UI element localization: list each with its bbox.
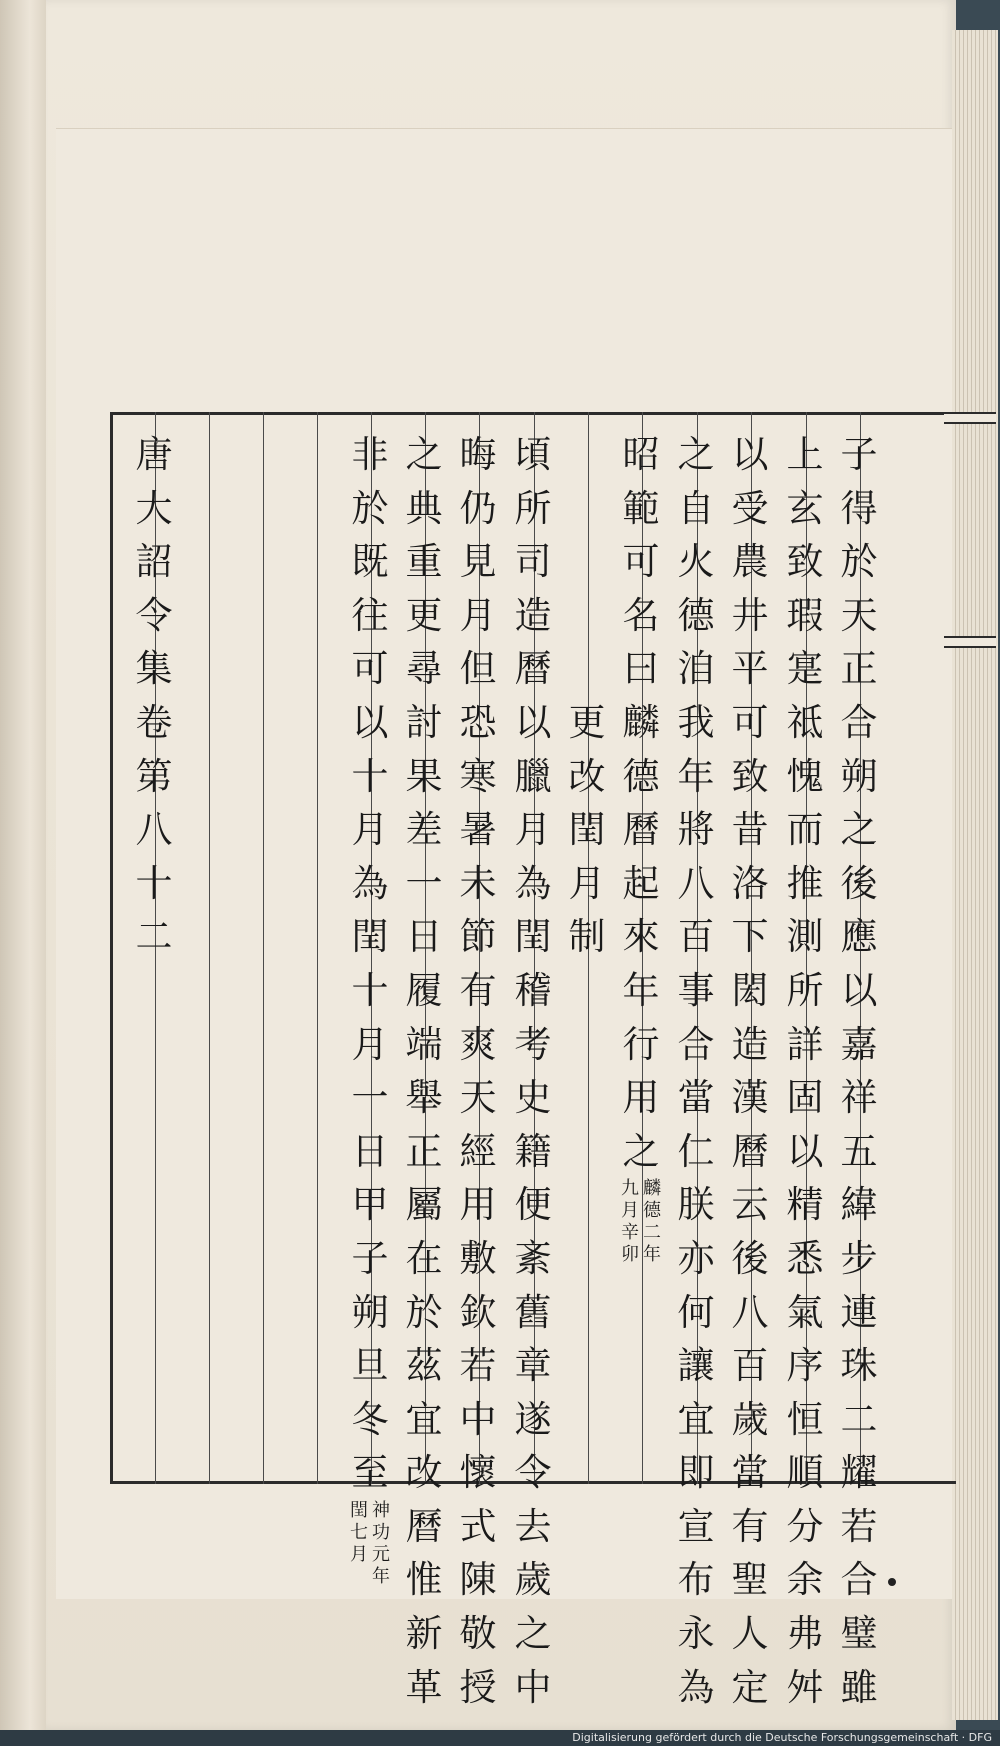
glyph: 閎	[731, 968, 769, 1012]
glyph: 革	[405, 1665, 443, 1709]
glyph: 仍	[459, 486, 497, 530]
frame-tab-bottom	[944, 636, 996, 648]
text-column	[397, 428, 451, 1714]
glyph: 一	[405, 861, 443, 905]
glyph: 便	[514, 1183, 552, 1227]
glyph: 瑕	[786, 593, 824, 637]
glyph: 平	[731, 647, 769, 691]
glyph: 頃	[514, 433, 552, 476]
glyph: 第	[135, 754, 173, 798]
glyph: 百	[677, 915, 715, 959]
glyph: 以	[840, 968, 878, 1012]
glyph: 余	[786, 1558, 824, 1602]
glyph: 閏	[351, 915, 389, 959]
glyph: 去	[514, 1504, 552, 1548]
glyph: 差	[405, 808, 443, 852]
glyph: 可	[622, 540, 660, 584]
glyph: 於	[351, 486, 389, 530]
glyph: 聖	[731, 1558, 769, 1602]
glyph: 恒	[786, 1397, 824, 1441]
glyph: 雖	[840, 1665, 878, 1709]
glyph: 後	[840, 861, 878, 905]
interlinear-note: 神 功 元 年 閏 七 月	[350, 1499, 390, 1587]
glyph: 有	[731, 1504, 769, 1548]
glyph: 而	[786, 808, 824, 852]
glyph: 恐	[459, 700, 497, 744]
glyph: 十	[135, 861, 173, 905]
glyph: 弗	[786, 1612, 824, 1656]
glyph: 測	[786, 915, 824, 959]
glyph: 往	[351, 593, 389, 637]
glyph: 八	[677, 861, 715, 905]
glyph: 朔	[840, 754, 878, 798]
glyph: 正	[840, 647, 878, 691]
glyph: 氣	[786, 1290, 824, 1334]
glyph: 洎	[677, 647, 715, 691]
glyph: 史	[514, 1076, 552, 1120]
glyph: 推	[786, 861, 824, 905]
glyph: 年	[677, 754, 715, 798]
glyph: 非	[351, 433, 389, 476]
glyph: 惟	[405, 1558, 443, 1602]
glyph: 應	[840, 915, 878, 959]
glyph: 月	[351, 808, 389, 852]
glyph: 旦	[351, 1344, 389, 1388]
glyph: 用	[459, 1183, 497, 1227]
glyph: 名	[622, 593, 660, 637]
glyph: 曆	[405, 1504, 443, 1548]
glyph: 曆	[731, 1129, 769, 1173]
glyph: 臘	[514, 754, 552, 798]
glyph: 順	[786, 1451, 824, 1495]
glyph: 籍	[514, 1129, 552, 1173]
glyph: 之	[677, 433, 715, 476]
glyph: 月	[459, 593, 497, 637]
glyph: 既	[351, 540, 389, 584]
glyph: 歲	[514, 1558, 552, 1602]
glyph: 集	[135, 647, 173, 691]
glyph: 德	[622, 754, 660, 798]
glyph: 屬	[405, 1183, 443, 1227]
glyph: 亦	[677, 1236, 715, 1280]
glyph: 敷	[459, 1236, 497, 1280]
glyph: 見	[459, 540, 497, 584]
glyph: 用	[622, 1076, 660, 1120]
interlinear-note: 麟 德 二 年 九 月 辛 卯	[621, 1178, 661, 1266]
glyph: 以	[731, 433, 769, 476]
glyph: 改	[405, 1451, 443, 1495]
text-column	[343, 428, 397, 1588]
glyph: 爽	[459, 1022, 497, 1066]
glyph: 閏	[514, 915, 552, 959]
glyph: 悉	[786, 1236, 824, 1280]
glyph: 我	[677, 700, 715, 744]
glyph: 新	[405, 1612, 443, 1656]
glyph: 得	[840, 486, 878, 530]
glyph: 合	[840, 1558, 878, 1602]
footer-credit: Digitalisierung gefördert durch die Deutsche Forschungsgemeinschaft · DFG	[0, 1730, 1000, 1746]
glyph: 讓	[677, 1344, 715, 1388]
text-column	[614, 428, 668, 1266]
glyph: 令	[514, 1451, 552, 1495]
glyph: 序	[786, 1344, 824, 1388]
glyph: 十	[351, 968, 389, 1012]
glyph: 章	[514, 1344, 552, 1388]
glyph: 未	[459, 861, 497, 905]
glyph: 朕	[677, 1183, 715, 1227]
glyph: 節	[459, 915, 497, 959]
glyph: 當	[677, 1076, 715, 1120]
left-page-edge	[0, 0, 50, 1746]
glyph: 子	[840, 433, 878, 476]
glyph: 歲	[731, 1397, 769, 1441]
glyph: 宜	[405, 1397, 443, 1441]
glyph: 五	[840, 1129, 878, 1173]
glyph: 大	[135, 486, 173, 530]
glyph: 漢	[731, 1076, 769, 1120]
text-column	[560, 428, 614, 964]
glyph: 之	[840, 808, 878, 852]
glyph: 起	[622, 861, 660, 905]
glyph: 討	[405, 700, 443, 744]
glyph: 重	[405, 540, 443, 584]
glyph: 履	[405, 968, 443, 1012]
glyph: 日	[405, 915, 443, 959]
glyph: 來	[622, 915, 660, 959]
glyph: 但	[459, 647, 497, 691]
glyph: 月	[568, 861, 606, 905]
glyph: 玄	[786, 486, 824, 530]
text-column	[451, 428, 505, 1714]
glyph: 中	[514, 1665, 552, 1709]
glyph: 人	[731, 1612, 769, 1656]
glyph: 更	[568, 700, 606, 744]
glyph: 曰	[622, 647, 660, 691]
glyph: 於	[840, 540, 878, 584]
glyph: 火	[677, 540, 715, 584]
text-column	[669, 428, 723, 1714]
glyph: 上	[786, 433, 824, 476]
glyph: 何	[677, 1290, 715, 1334]
glyph: 所	[514, 486, 552, 530]
glyph: 詔	[135, 540, 173, 584]
glyph: 將	[677, 808, 715, 852]
glyph: 一	[351, 1076, 389, 1120]
glyph: 年	[622, 968, 660, 1012]
glyph: 朔	[351, 1290, 389, 1334]
glyph: 下	[731, 915, 769, 959]
glyph: 端	[405, 1022, 443, 1066]
glyph: 事	[677, 968, 715, 1012]
text-column	[127, 428, 181, 964]
glyph: 遂	[514, 1397, 552, 1441]
glyph: 以	[514, 700, 552, 744]
glyph: 令	[135, 593, 173, 637]
glyph: 麟	[622, 700, 660, 744]
glyph: 日	[351, 1129, 389, 1173]
glyph: 可	[351, 647, 389, 691]
glyph: 祥	[840, 1076, 878, 1120]
glyph: 中	[459, 1397, 497, 1441]
ink-dot	[888, 1578, 896, 1586]
glyph: 之	[405, 433, 443, 476]
glyph: 暑	[459, 808, 497, 852]
glyph: 欽	[459, 1290, 497, 1334]
glyph: 式	[459, 1504, 497, 1548]
glyph: 若	[459, 1344, 497, 1388]
glyph: 敬	[459, 1612, 497, 1656]
glyph: 唐	[135, 433, 173, 476]
glyph: 範	[622, 486, 660, 530]
glyph: 所	[786, 968, 824, 1012]
glyph: 閏	[568, 808, 606, 852]
glyph: 懷	[459, 1451, 497, 1495]
glyph: 即	[677, 1451, 715, 1495]
glyph: 正	[405, 1129, 443, 1173]
glyph: 以	[786, 1129, 824, 1173]
glyph: 舊	[514, 1290, 552, 1334]
glyph: 考	[514, 1022, 552, 1066]
glyph: 連	[840, 1290, 878, 1334]
glyph: 後	[731, 1236, 769, 1280]
glyph: 子	[351, 1236, 389, 1280]
glyph: 井	[731, 593, 769, 637]
glyph: 為	[514, 861, 552, 905]
glyph: 司	[514, 540, 552, 584]
glyph: 曆	[622, 808, 660, 852]
glyph: 天	[459, 1076, 497, 1120]
glyph: 合	[677, 1022, 715, 1066]
glyph: 璧	[840, 1612, 878, 1656]
glyph: 典	[405, 486, 443, 530]
glyph: 耀	[840, 1451, 878, 1495]
glyph: 更	[405, 593, 443, 637]
glyph: 天	[840, 593, 878, 637]
glyph: 自	[677, 486, 715, 530]
glyph: 固	[786, 1076, 824, 1120]
glyph: 合	[840, 700, 878, 744]
glyph: 為	[351, 861, 389, 905]
glyph: 陳	[459, 1558, 497, 1602]
glyph: 緯	[840, 1183, 878, 1227]
glyph: 寒	[459, 754, 497, 798]
glyph: 云	[731, 1183, 769, 1227]
glyph: 若	[840, 1504, 878, 1548]
glyph: 洛	[731, 861, 769, 905]
glyph: 造	[731, 1022, 769, 1066]
glyph: 二	[840, 1397, 878, 1441]
glyph: 農	[731, 540, 769, 584]
glyph: 尋	[405, 647, 443, 691]
glyph: 宜	[677, 1397, 715, 1441]
text-column	[723, 428, 777, 1714]
glyph: 舉	[405, 1076, 443, 1120]
glyph: 昭	[622, 433, 660, 476]
glyph: 二	[135, 915, 173, 959]
glyph: 愧	[786, 754, 824, 798]
glyph: 分	[786, 1504, 824, 1548]
glyph: 在	[405, 1236, 443, 1280]
glyph: 嘉	[840, 1022, 878, 1066]
glyph: 舛	[786, 1665, 824, 1709]
glyph: 精	[786, 1183, 824, 1227]
glyph: 冬	[351, 1397, 389, 1441]
glyph: 宣	[677, 1504, 715, 1548]
page-stack-edges	[952, 30, 998, 1720]
glyph: 昔	[731, 808, 769, 852]
glyph: 布	[677, 1558, 715, 1602]
glyph: 祗	[786, 700, 824, 744]
glyph: 致	[731, 754, 769, 798]
glyph: 當	[731, 1451, 769, 1495]
glyph: 詳	[786, 1022, 824, 1066]
glyph: 授	[459, 1665, 497, 1709]
glyph: 定	[731, 1665, 769, 1709]
glyph: 於	[405, 1290, 443, 1334]
text-column	[778, 428, 832, 1714]
glyph: 步	[840, 1236, 878, 1280]
glyph: 百	[731, 1344, 769, 1388]
glyph: 珠	[840, 1344, 878, 1388]
glyph: 月	[514, 808, 552, 852]
frame-tab-top	[944, 412, 996, 424]
glyph: 為	[677, 1665, 715, 1709]
column-rule	[263, 412, 264, 1484]
glyph: 紊	[514, 1236, 552, 1280]
glyph: 至	[351, 1451, 389, 1495]
column-rule	[317, 412, 318, 1484]
glyph: 制	[568, 915, 606, 959]
glyph: 有	[459, 968, 497, 1012]
text-column	[832, 428, 886, 1714]
glyph: 行	[622, 1022, 660, 1066]
glyph: 稽	[514, 968, 552, 1012]
glyph: 之	[622, 1129, 660, 1173]
glyph: 以	[351, 700, 389, 744]
glyph: 八	[135, 808, 173, 852]
glyph: 十	[351, 754, 389, 798]
glyph: 改	[568, 754, 606, 798]
glyph: 寔	[786, 647, 824, 691]
glyph: 月	[351, 1022, 389, 1066]
glyph: 造	[514, 593, 552, 637]
glyph: 可	[731, 700, 769, 744]
glyph: 致	[786, 540, 824, 584]
glyph: 德	[677, 593, 715, 637]
glyph: 卷	[135, 700, 173, 744]
glyph: 永	[677, 1612, 715, 1656]
column-rule	[209, 412, 210, 1484]
glyph: 果	[405, 754, 443, 798]
glyph: 仁	[677, 1129, 715, 1173]
glyph: 甲	[351, 1183, 389, 1227]
glyph: 受	[731, 486, 769, 530]
glyph: 之	[514, 1612, 552, 1656]
glyph: 茲	[405, 1344, 443, 1388]
glyph: 晦	[459, 433, 497, 476]
glyph: 八	[731, 1290, 769, 1334]
glyph: 曆	[514, 647, 552, 691]
text-column	[506, 428, 560, 1714]
glyph: 經	[459, 1129, 497, 1173]
